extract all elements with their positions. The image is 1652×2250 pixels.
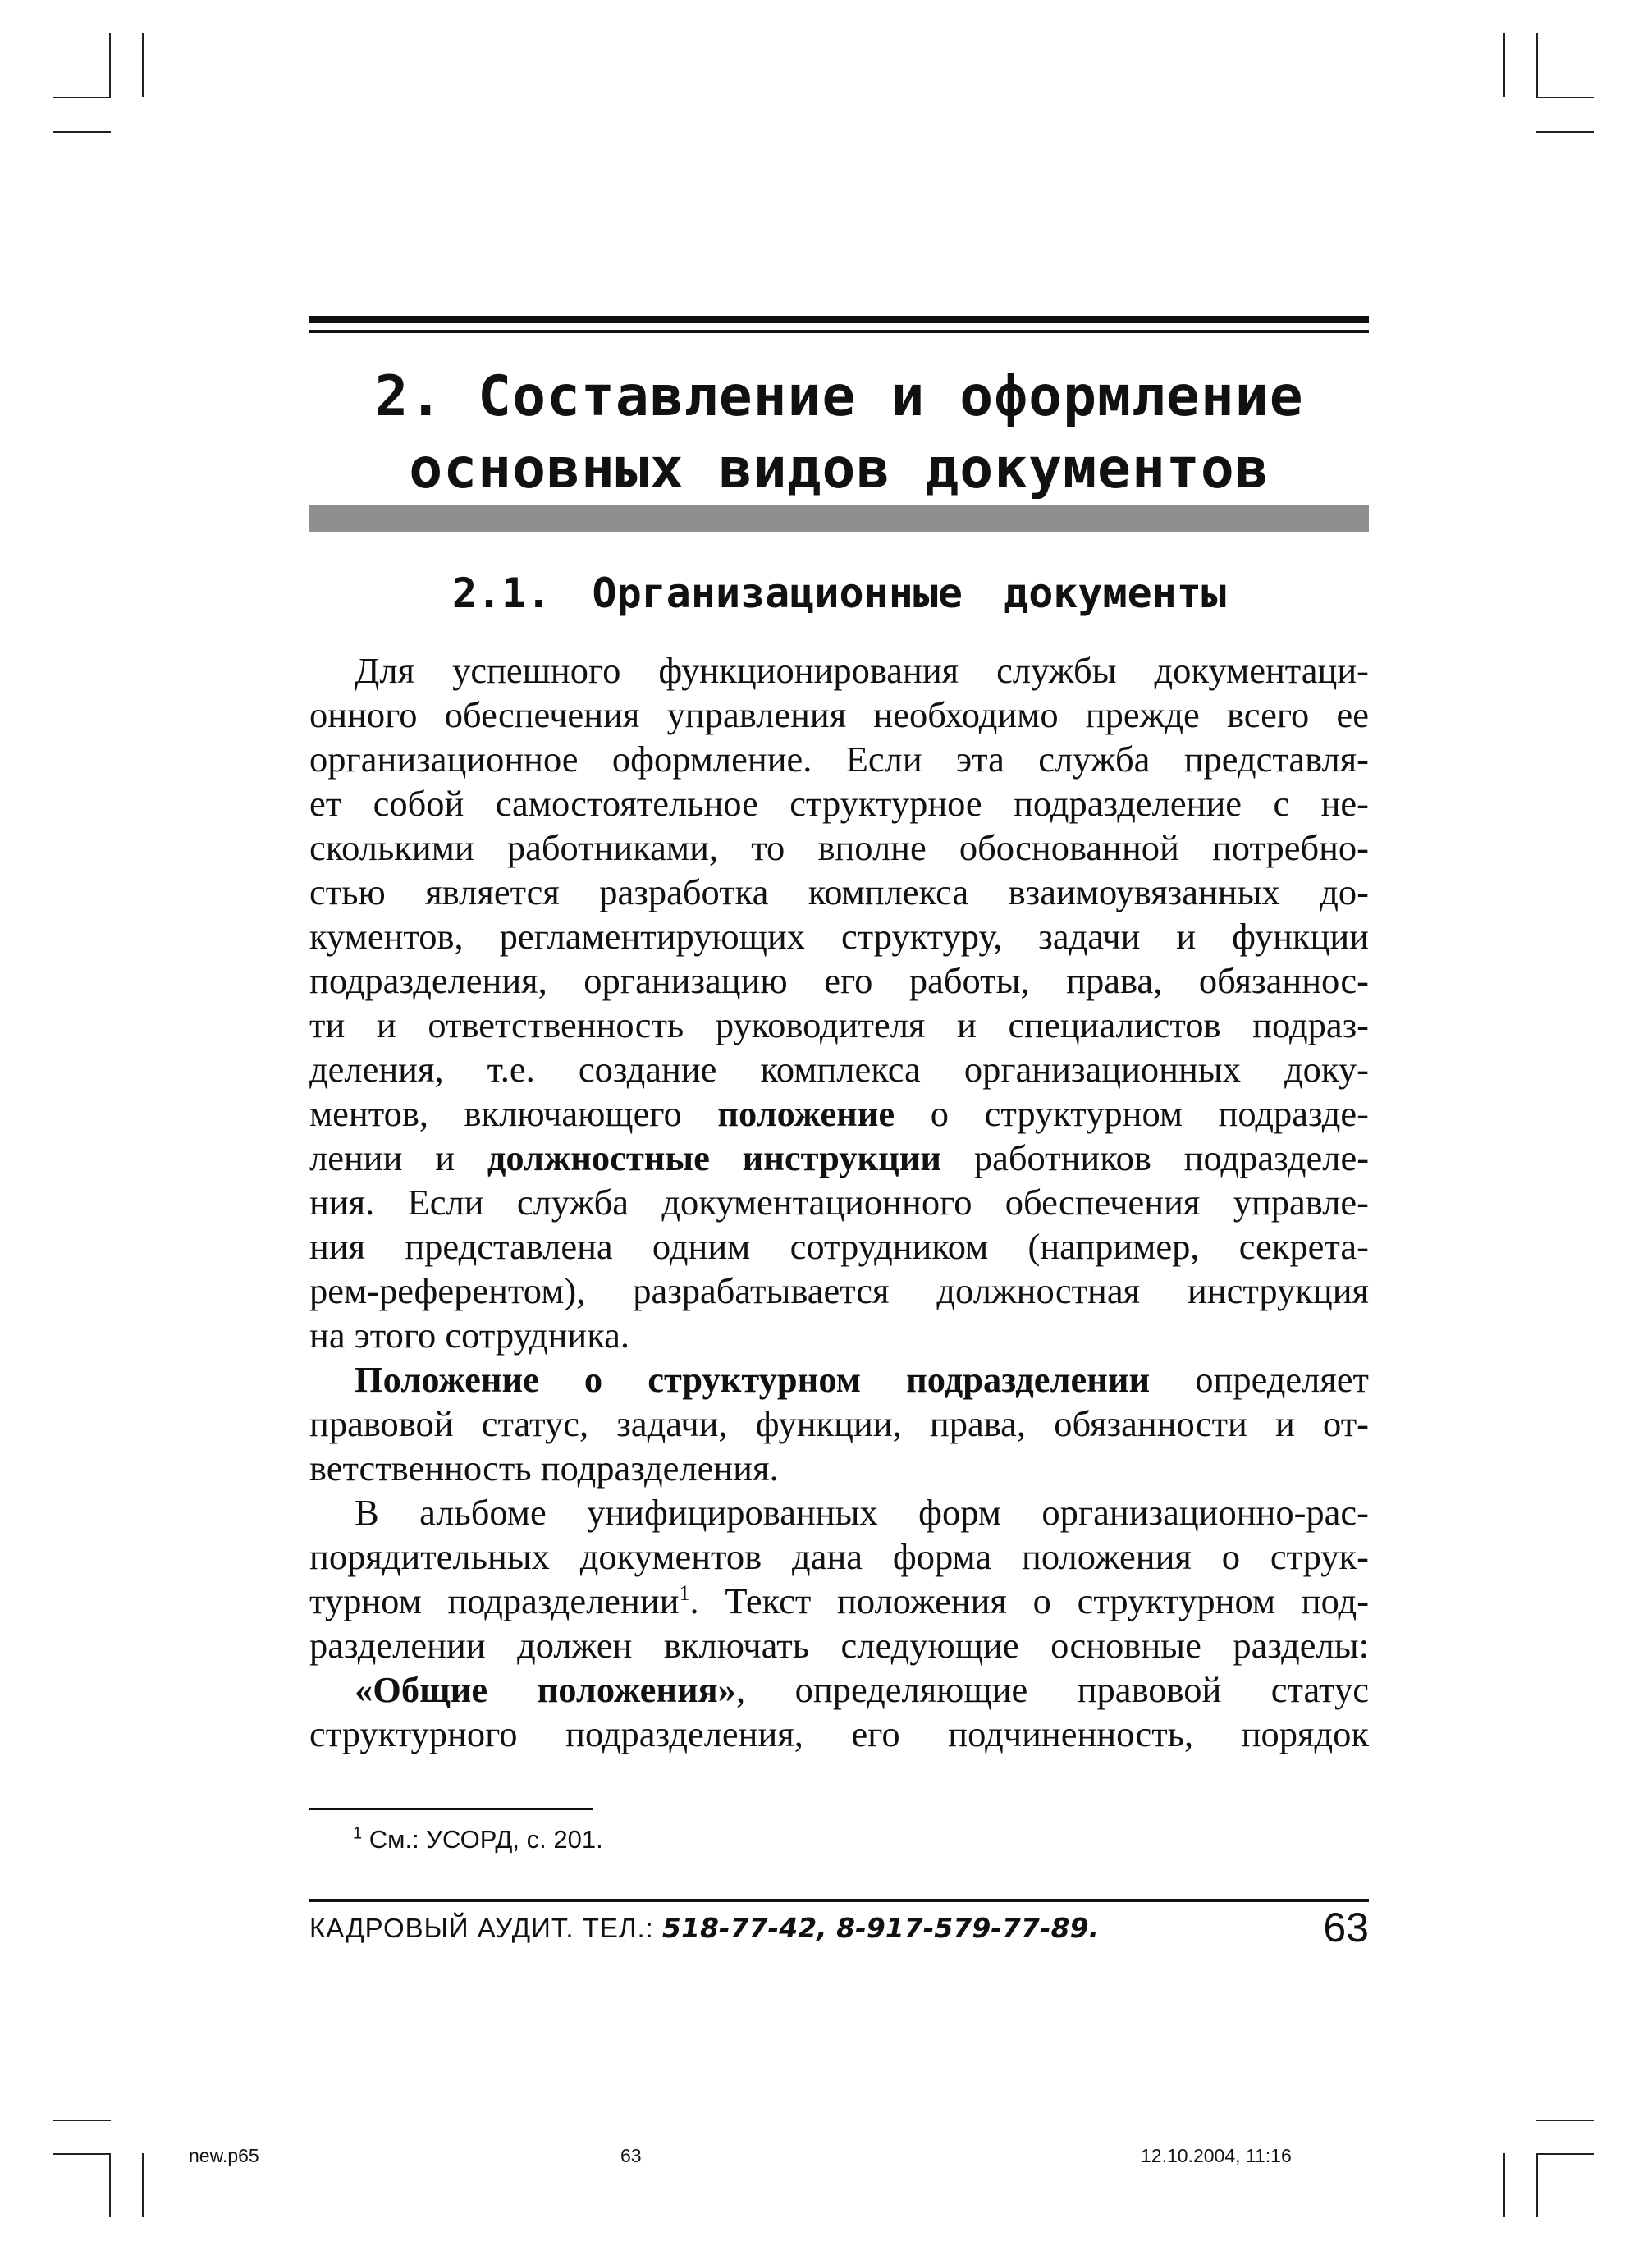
slug-page: 63 [620,2145,642,2166]
text-segment: работников подразделе- [973,1137,1370,1178]
footnote-rule [309,1808,593,1810]
text-line: стью является разработка комплекса взаимоувязанных до- [309,871,1369,912]
footnote-marker: 1 [353,1824,363,1843]
text-line: правовой статус, задачи, функции, права, обязанности и от- [309,1403,1369,1444]
crop-mark [109,33,111,97]
page-number: 63 [1323,1905,1369,1950]
chapter-title-line-1: 2. Составление и оформление [374,364,1304,429]
text-line: структурного подразделения, его подчиненность, порядок [309,1713,1369,1754]
section-title: 2.1. Организационные документы [451,569,1227,617]
body-text [309,648,1369,1756]
chapter-title-line-2: основных видов документов [409,437,1270,501]
text-line: подразделения, организацию его работы, права, обязаннос- [309,960,1369,1001]
slug-datetime: 12.10.2004, 11:16 [1141,2145,1292,2166]
chapter-top-rule [309,316,1369,323]
text-line [309,1579,1369,1623]
slug-filename: new.p65 [189,2145,259,2166]
crop-mark [1536,2120,1594,2121]
text-segment: . Текст положения о структурном под- [689,1580,1370,1621]
crop-mark [53,97,111,98]
text-line: организационное оформление. Если эта служба представля- [309,739,1369,780]
text-line: ния представлена одним сотрудником (например, секрета- [309,1226,1369,1267]
crop-mark [1536,2153,1538,2217]
bold-term-polozhenie-full: Положение о структурном подразделении [355,1359,1151,1400]
text-segment: турном подразделении [309,1580,680,1621]
text-segment: ментов, включающего [309,1093,682,1134]
footnote [353,1825,603,1854]
crop-mark [53,131,111,133]
text-line: на этого сотрудника. [309,1315,630,1356]
crop-mark [53,2120,111,2121]
crop-mark [1503,33,1505,97]
text-line: ветственность подразделения. [309,1447,779,1489]
text-line: ти и ответственность руководителя и специалистов подраз- [309,1004,1369,1045]
text-line: кументов, регламентирующих структуру, задачи и функции [309,916,1369,957]
crop-mark [1536,131,1594,133]
text-segment: о структурном подразде- [930,1093,1370,1134]
chapter-top-rule-thin [309,330,1369,333]
text-line [309,1357,1369,1402]
text-line: Для успешного функционирования службы документаци- [355,650,1369,691]
footnote-ref: 1 [679,1581,690,1606]
text-line: порядительных документов дана форма положения о струк- [309,1536,1369,1577]
bold-term-polozhenie: положение [717,1093,895,1134]
text-line [309,1667,1369,1712]
text-segment: определяет [1195,1359,1369,1400]
chapter-title [309,361,1369,505]
text-line: разделении должен включать следующие основные разделы: [309,1625,1369,1666]
text-segment: лении и [309,1137,455,1178]
text-segment: , определяющие правовой статус [736,1669,1369,1710]
crop-mark [1536,97,1594,98]
crop-mark [1536,33,1538,97]
text-line: В альбоме унифицированных форм организационно-рас- [355,1492,1369,1533]
text-line: ет собой самостоятельное структурное подразделение с не- [309,783,1369,824]
running-footer [309,1912,1099,1944]
crop-mark [53,2153,111,2155]
text-line [309,1136,1369,1180]
text-line: сколькими работниками, то вполне обоснованной потребно- [309,827,1369,868]
text-line: рем-референтом), разрабатывается должностная инструкция [309,1270,1369,1311]
bold-term-instructions: должностные инструкции [487,1137,942,1178]
crop-mark [1503,2153,1505,2217]
footer-label: КАДРОВЫЙ АУДИТ. ТЕЛ.: [309,1913,654,1943]
footer-rule [309,1899,1369,1902]
text-line [309,1091,1369,1136]
crop-mark [142,2153,144,2217]
bold-term-general-provisions: «Общие положения» [355,1669,737,1710]
footer-phones: 518-77-42, 8-917-579-77-89. [662,1912,1100,1944]
chapter-bottom-bar [309,505,1369,532]
footnote-text: См.: УСОРД, с. 201. [368,1825,603,1854]
crop-mark [142,33,144,97]
text-line: деления, т.е. создание комплекса организационных доку- [309,1049,1369,1090]
crop-mark [109,2153,111,2217]
crop-mark [1536,2153,1594,2155]
text-line: онного обеспечения управления необходимо прежде всего ее [309,694,1369,735]
text-line: ния. Если служба документационного обеспечения управле- [309,1182,1369,1223]
